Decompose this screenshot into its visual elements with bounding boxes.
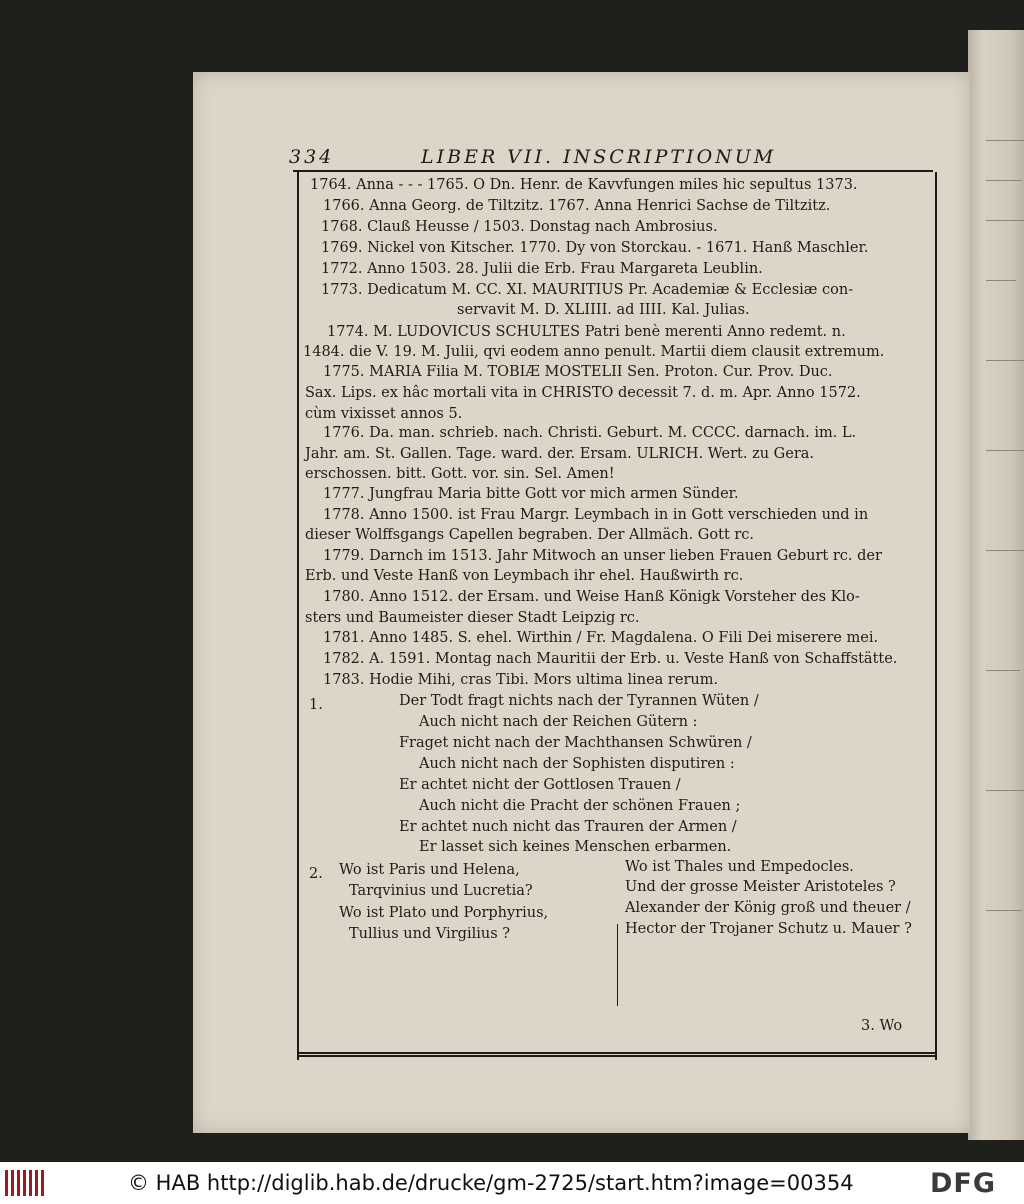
verse-line: Er achtet nicht der Gottlosen Trauen / [399,777,681,793]
inscription-line: 1764. Anna - - - 1765. O Dn. Henr. de Kavvfungen miles hic sepultus 1373. [310,177,858,193]
verse-line: Auch nicht nach der Reichen Gütern : [419,714,698,730]
verse-right-line: Alexander der König groß und theuer / [625,900,911,916]
inscription-line: 1766. Anna Georg. de Tiltzitz. 1767. Anna Henrici Sachse de Tiltzitz. [323,198,831,214]
inscription-line: 1775. MARIA Filia M. TOBIÆ MOSTELII Sen. Proton. Cur. Prov. Duc. [323,364,833,380]
inscription-line: 1778. Anno 1500. ist Frau Margr. Leymbach in in Gott verschieden und in [323,507,869,523]
verse-number: 1. [309,697,323,713]
inscription-line: Sax. Lips. ex hâc mortali vita in CHRISTO decessit 7. d. m. Apr. Anno 1572. [305,385,861,401]
verse-line: Er lasset sich keines Menschen erbarmen. [419,839,732,855]
inscription-line: 1777. Jungfrau Maria bitte Gott vor mich armen Sünder. [323,486,739,502]
inscription-line: 1768. Clauß Heusse / 1503. Donstag nach Ambrosius. [321,219,718,235]
running-title: LIBER VII. INSCRIPTIONUM [421,146,777,168]
verse-left-line: Wo ist Plato und Porphyrius, [339,905,549,921]
verse-left-line: Tarqvinius und Lucretia? [349,883,533,899]
inscription-line: Jahr. am. St. Gallen. Tage. ward. der. Ersam. ULRICH. Wert. zu Gera. [305,446,815,462]
frame-bottom-rule [297,1052,937,1057]
verse-right-line: Und der grosse Meister Aristoteles ? [625,879,896,895]
copyright-link[interactable]: © HAB http://diglib.hab.de/drucke/gm-2725/start.htm?image=00354 [128,1171,854,1195]
footer-bar [0,1162,1024,1204]
verse-number: 2. [309,866,323,882]
inscription-line: sters und Baumeister dieser Stadt Leipzig rc. [305,610,640,626]
header-rule [293,170,933,172]
verse-left-line: Wo ist Paris und Helena, [339,862,520,878]
catchword: 3. Wo [861,1018,903,1034]
inscription-line: servavit M. D. XLIIII. ad IIII. Kal. Julias. [457,302,750,318]
inscription-line: cùm vixisset annos 5. [305,406,463,422]
inscription-line: 1484. die V. 19. M. Julii, qvi eodem anno penult. Martii diem clausit extremum. [303,344,885,360]
book-page [193,72,970,1133]
verse-right-line: Hector der Trojaner Schutz u. Mauer ? [625,921,912,937]
inscription-line: 1773. Dedicatum M. CC. XI. MAURITIUS Pr. Academiæ & Ecclesiæ con- [321,282,854,298]
verse-column-divider [617,924,618,1006]
inscription-line: 1774. M. LUDOVICUS SCHULTES Patri benè merenti Anno redemt. n. [327,324,846,340]
page-header [289,146,929,170]
inscription-line: 1772. Anno 1503. 28. Julii die Erb. Frau Margareta Leublin. [321,261,763,277]
inscription-line: 1776. Da. man. schrieb. nach. Christi. Geburt. M. CCCC. darnach. im. L. [323,425,857,441]
inscription-line: 1769. Nickel von Kitscher. 1770. Dy von Storckau. - 1671. Hanß Maschler. [321,240,869,256]
verse-line: Auch nicht die Pracht der schönen Frauen ; [419,798,741,814]
inscription-line: 1780. Anno 1512. der Ersam. und Weise Hanß Königk Vorsteher des Klo- [323,589,860,605]
inscription-line: 1782. A. 1591. Montag nach Mauritii der Erb. u. Veste Hanß von Schaffstätte. [323,651,898,667]
verse-line: Fraget nicht nach der Machthansen Schwüren / [399,735,752,751]
page-number: 334 [289,146,335,168]
verse-line: Auch nicht nach der Sophisten disputiren : [419,756,735,772]
frame-left-rule [297,172,299,1060]
dfg-logo: DFG [930,1168,997,1199]
inscription-line: dieser Wolffsgangs Capellen begraben. Der Allmäch. Gott rc. [305,527,755,543]
inscription-line: 1783. Hodie Mihi, cras Tibi. Mors ultima linea rerum. [323,672,719,688]
verse-line: Der Todt fragt nichts nach der Tyrannen Wüten / [399,693,759,709]
inscription-line: 1781. Anno 1485. S. ehel. Wirthin / Fr. Magdalena. O Fili Dei miserere mei. [323,630,879,646]
verse-line: Er achtet nuch nicht das Trauren der Armen / [399,819,737,835]
inscription-line: Erb. und Veste Hanß von Leymbach ihr ehel. Haußwirth rc. [305,568,744,584]
inscription-line: erschossen. bitt. Gott. vor. sin. Sel. Amen! [305,466,615,482]
adjacent-page-edge [968,30,1024,1140]
inscription-line: 1779. Darnch im 1513. Jahr Mitwoch an unser lieben Frauen Geburt rc. der [323,548,882,564]
verse-right-line: Wo ist Thales und Empedocles. [625,859,854,875]
frame-right-rule [935,172,937,1060]
hab-barcode-logo-icon [5,1170,45,1196]
verse-left-line: Tullius und Virgilius ? [349,926,511,942]
